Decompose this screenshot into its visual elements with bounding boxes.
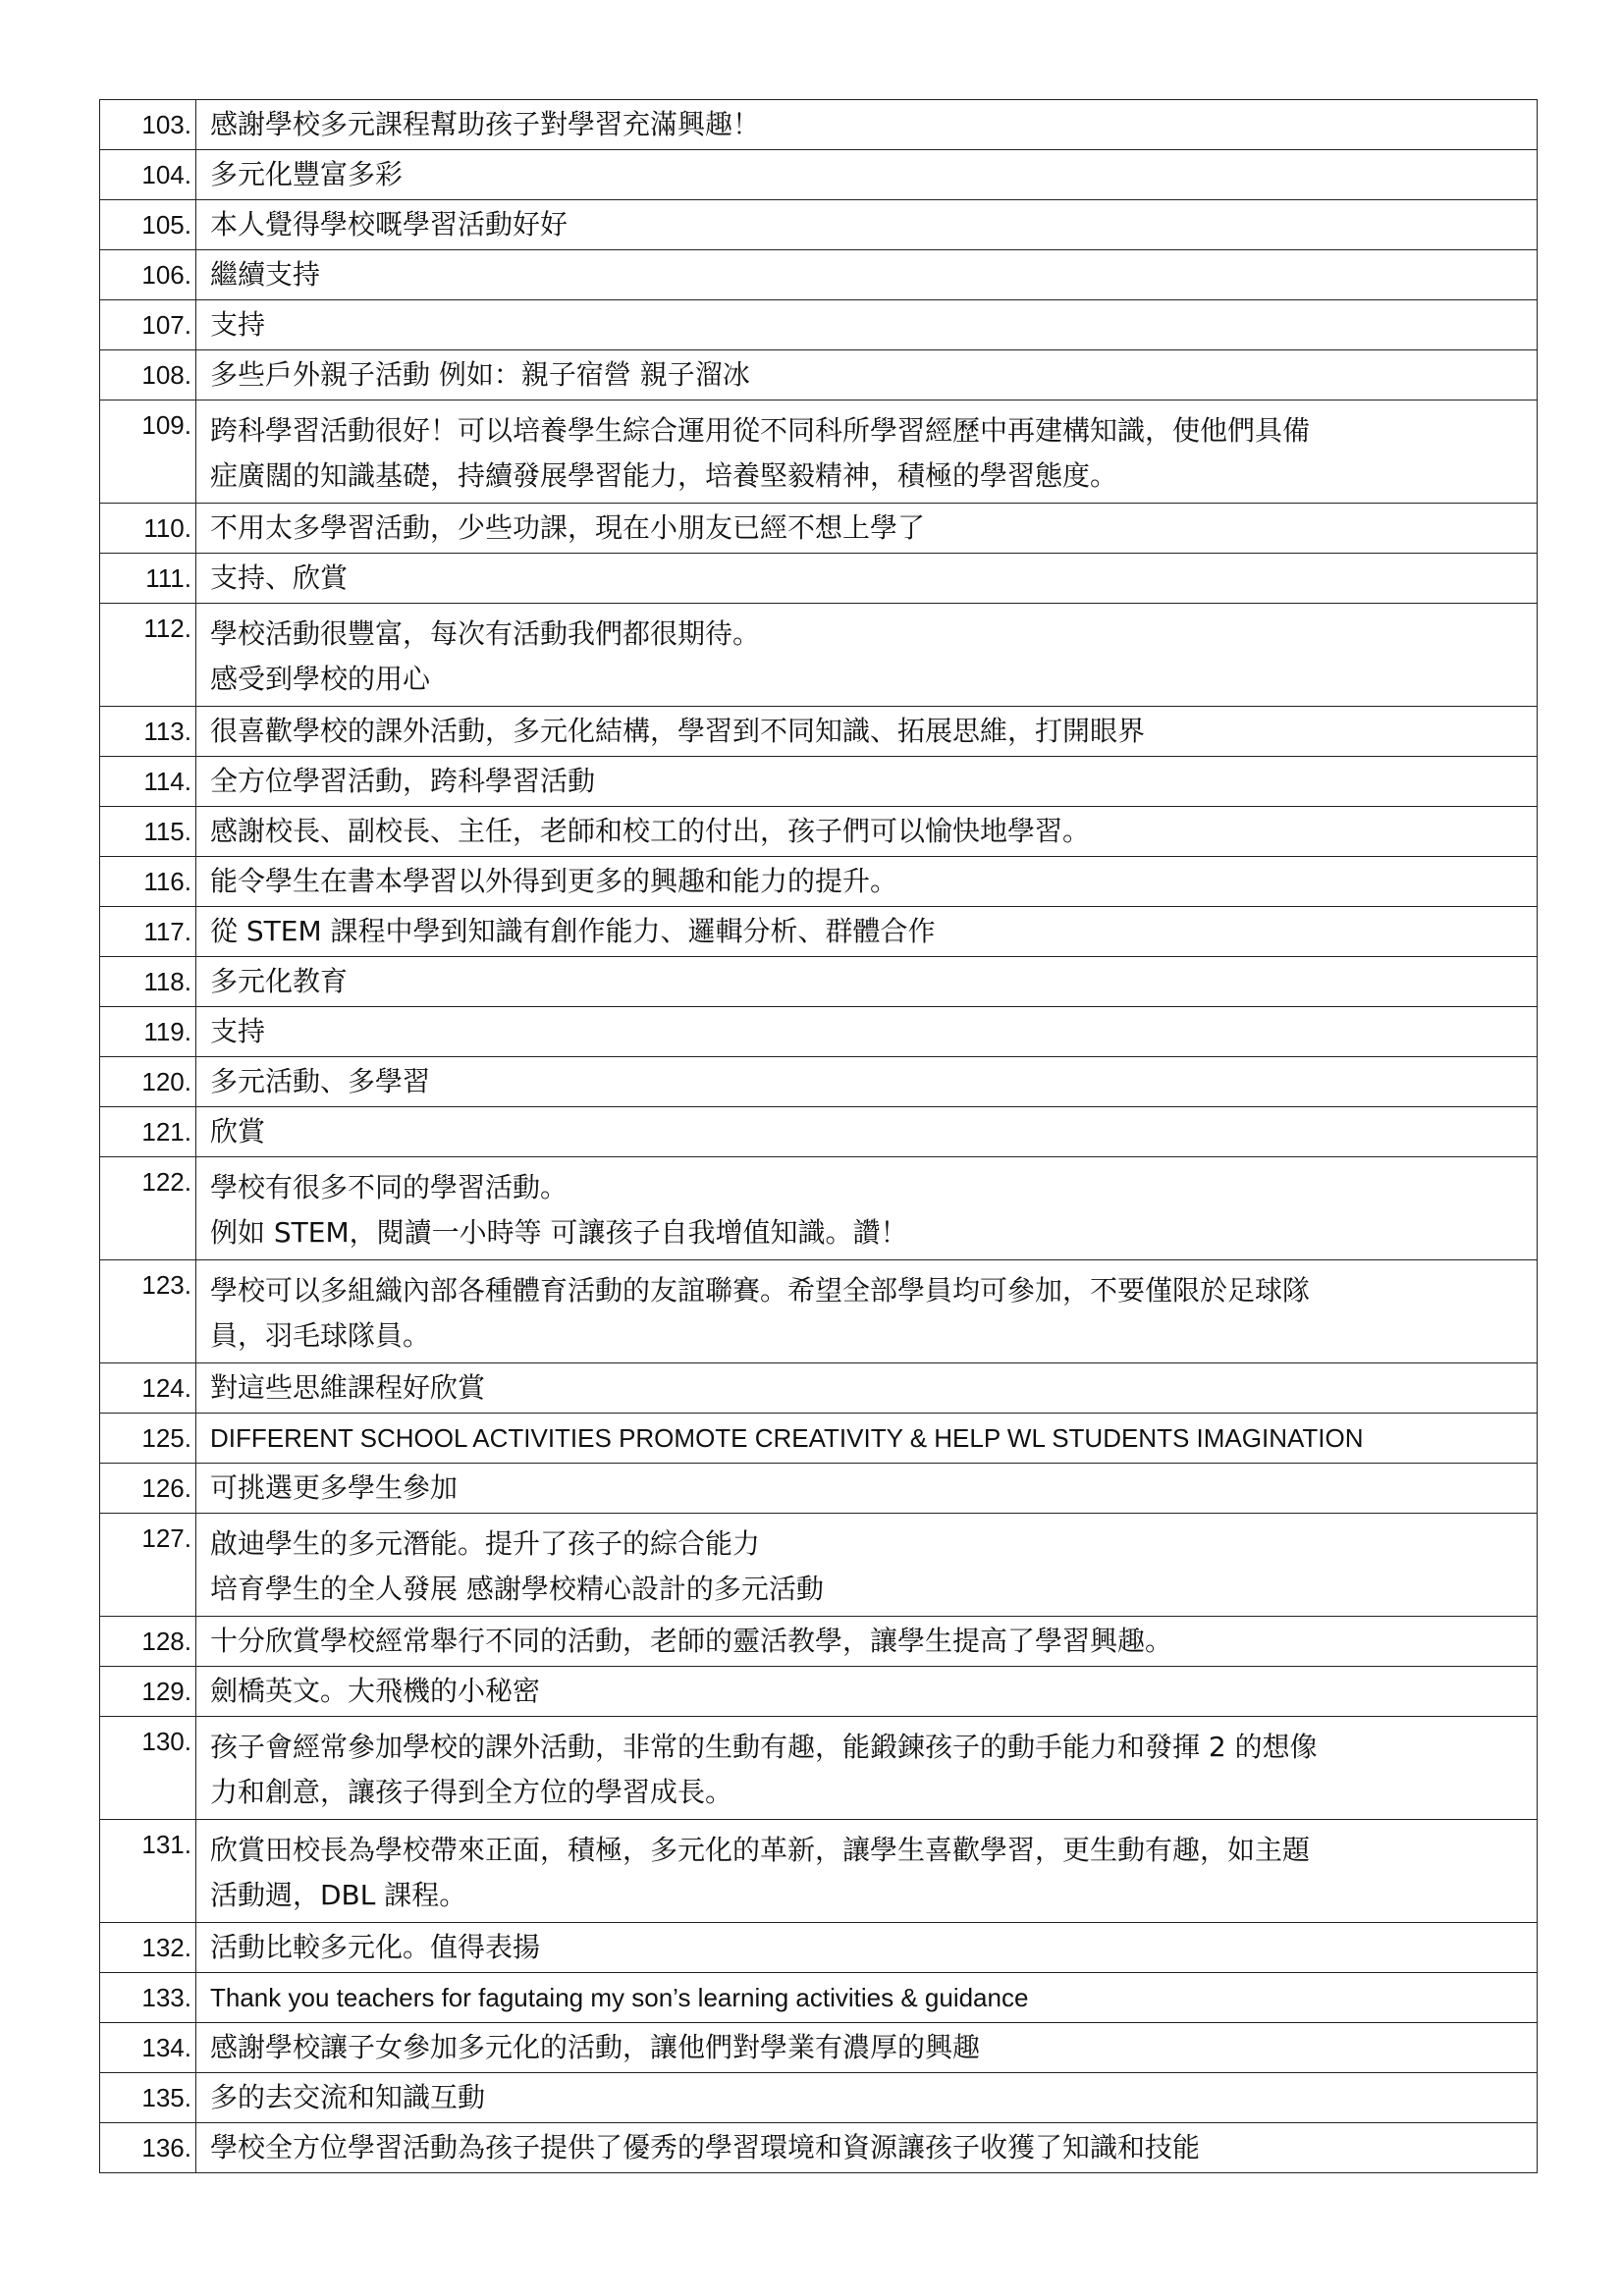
feedback-comment: [196, 1464, 1538, 1514]
feedback-comment: [196, 1363, 1538, 1414]
row-number: 134.: [100, 2023, 196, 2073]
feedback-comment: [196, 1007, 1538, 1057]
comment-line: 活動週，DBL 課程。: [210, 1879, 467, 1911]
row-number: 113.: [100, 707, 196, 757]
feedback-comment: [196, 907, 1538, 957]
row-number: 129.: [100, 1667, 196, 1717]
feedback-comment: [196, 1107, 1538, 1157]
row-number: 124.: [100, 1363, 196, 1414]
feedback-table-body: [100, 100, 1538, 2173]
feedback-comment: [196, 1820, 1538, 1923]
table-row: [100, 1820, 1538, 1923]
row-number: 104.: [100, 150, 196, 200]
comment-line: 能令學生在書本學習以外得到更多的興趣和能力的提升。: [210, 865, 898, 897]
comment-line: 啟迪學生的多元潛能。提升了孩子的綜合能力: [210, 1527, 761, 1560]
row-number: 119.: [100, 1007, 196, 1057]
row-number: 103.: [100, 100, 196, 150]
row-number: 121.: [100, 1107, 196, 1157]
feedback-comment: [196, 757, 1538, 807]
table-row: [100, 1260, 1538, 1363]
row-number: 106.: [100, 250, 196, 300]
row-number: 108.: [100, 350, 196, 400]
comment-line: 孩子會經常參加學校的課外活動，非常的生動有趣，能鍛鍊孩子的動手能力和發揮 2 的想像: [210, 1731, 1318, 1763]
table-row: [100, 1057, 1538, 1107]
comment-line: 本人覺得學校嘅學習活動好好: [210, 208, 568, 240]
table-row: [100, 1667, 1538, 1717]
feedback-comment: [196, 400, 1538, 504]
row-number: 117.: [100, 907, 196, 957]
row-number: 131.: [100, 1820, 196, 1923]
feedback-comment: [196, 1617, 1538, 1667]
row-number: 122.: [100, 1157, 196, 1260]
comment-line: 學校可以多組織內部各種體育活動的友誼聯賽。希望全部學員均可參加，不要僅限於足球隊: [210, 1274, 1311, 1307]
feedback-comment: [196, 1414, 1538, 1464]
table-row: [100, 957, 1538, 1007]
row-number: 125.: [100, 1414, 196, 1464]
feedback-comment: [196, 604, 1538, 707]
feedback-comment: [196, 1157, 1538, 1260]
row-number: 118.: [100, 957, 196, 1007]
comment-line: 對這些思維課程好欣賞: [210, 1371, 486, 1404]
feedback-comment: [196, 1923, 1538, 1973]
table-row: [100, 857, 1538, 907]
table-row: [100, 1363, 1538, 1414]
row-number: 126.: [100, 1464, 196, 1514]
table-row: [100, 250, 1538, 300]
comment-line: 跨科學習活動很好！可以培養學生綜合運用從不同科所學習經歷中再建構知識，使他們具備: [210, 414, 1311, 447]
comment-line: 症廣闊的知識基礎，持續發展學習能力，培養堅毅精神，積極的學習態度。: [210, 459, 1118, 492]
row-number: 109.: [100, 400, 196, 504]
row-number: 120.: [100, 1057, 196, 1107]
feedback-comment: [196, 100, 1538, 150]
table-row: [100, 707, 1538, 757]
comment-line: 員，羽毛球隊員。: [210, 1319, 431, 1352]
table-row: [100, 1514, 1538, 1617]
table-row: [100, 907, 1538, 957]
table-row: [100, 2123, 1538, 2173]
comment-line: 例如 STEM，閱讀一小時等 可讓孩子自我增值知識。讚！: [210, 1216, 908, 1249]
comment-line: 十分欣賞學校經常舉行不同的活動，老師的靈活教學，讓學生提高了學習興趣。: [210, 1625, 1173, 1657]
row-number: 130.: [100, 1717, 196, 1820]
comment-line: 繼續支持: [210, 258, 321, 291]
comment-line: 劍橋英文。大飛機的小秘密: [210, 1675, 541, 1707]
comment-line: 支持: [210, 1015, 266, 1047]
comment-line: 欣賞: [210, 1115, 266, 1148]
comment-line: 培育學生的全人發展 感謝學校精心設計的多元活動: [210, 1573, 824, 1605]
table-row: [100, 2023, 1538, 2073]
feedback-comment: [196, 1717, 1538, 1820]
feedback-comment: [196, 1260, 1538, 1363]
comment-line: 支持: [210, 308, 266, 341]
feedback-comment: [196, 300, 1538, 350]
row-number: 135.: [100, 2073, 196, 2123]
feedback-comment: [196, 1667, 1538, 1717]
row-number: 107.: [100, 300, 196, 350]
feedback-comment: [196, 957, 1538, 1007]
feedback-comment: [196, 2073, 1538, 2123]
table-row: [100, 300, 1538, 350]
feedback-comment: [196, 2023, 1538, 2073]
row-number: 133.: [100, 1973, 196, 2023]
table-row: [100, 1973, 1538, 2023]
feedback-table: [99, 99, 1538, 2173]
feedback-comment: [196, 554, 1538, 604]
row-number: 136.: [100, 2123, 196, 2173]
feedback-comment: [196, 250, 1538, 300]
table-row: [100, 554, 1538, 604]
comment-line: 多元化教育: [210, 965, 349, 997]
row-number: 123.: [100, 1260, 196, 1363]
comment-line: 感謝校長、副校長、主任，老師和校工的付出，孩子們可以愉快地學習。: [210, 815, 1091, 847]
row-number: 114.: [100, 757, 196, 807]
comment-line: 很喜歡學校的課外活動，多元化結構，學習到不同知識、拓展思維，打開眼界: [210, 715, 1146, 747]
feedback-comment: [196, 2123, 1538, 2173]
comment-line: 可挑選更多學生參加: [210, 1471, 459, 1504]
comment-line: 活動比較多元化。值得表揚: [210, 1931, 541, 1963]
comment-line: 全方位學習活動，跨科學習活動: [210, 765, 596, 797]
table-row: [100, 1464, 1538, 1514]
feedback-comment: [196, 350, 1538, 400]
feedback-comment: [196, 200, 1538, 250]
table-row: [100, 1717, 1538, 1820]
comment-line: 學校全方位學習活動為孩子提供了優秀的學習環境和資源讓孩子收獲了知識和技能: [210, 2131, 1201, 2163]
comment-line: 欣賞田校長為學校帶來正面，積極，多元化的革新，讓學生喜歡學習，更生動有趣，如主題: [210, 1834, 1311, 1866]
comment-line: DIFFERENT SCHOOL ACTIVITIES PROMOTE CREATIVITY & HELP WL STUDENTS IMAGINATION: [210, 1423, 1364, 1453]
feedback-comment: [196, 807, 1538, 857]
table-row: [100, 1157, 1538, 1260]
feedback-comment: [196, 1057, 1538, 1107]
comment-line: 學校有很多不同的學習活動。: [210, 1171, 568, 1203]
comment-line: 感謝學校讓子女參加多元化的活動，讓他們對學業有濃厚的興趣: [210, 2031, 981, 2063]
table-row: [100, 1414, 1538, 1464]
table-row: [100, 1107, 1538, 1157]
feedback-comment: [196, 1514, 1538, 1617]
table-row: [100, 350, 1538, 400]
table-row: [100, 150, 1538, 200]
table-row: [100, 2073, 1538, 2123]
table-row: [100, 1617, 1538, 1667]
table-row: [100, 400, 1538, 504]
row-number: 116.: [100, 857, 196, 907]
comment-line: 多的去交流和知識互動: [210, 2081, 486, 2113]
feedback-comment: [196, 1973, 1538, 2023]
comment-line: 感謝學校多元課程幫助孩子對學習充滿興趣！: [210, 108, 761, 140]
table-row: [100, 200, 1538, 250]
comment-line: 多些戶外親子活動 例如：親子宿營 親子溜冰: [210, 358, 750, 391]
feedback-table-page: [99, 99, 1537, 2173]
row-number: 111.: [100, 554, 196, 604]
row-number: 110.: [100, 504, 196, 554]
table-row: [100, 757, 1538, 807]
table-row: [100, 100, 1538, 150]
table-row: [100, 1007, 1538, 1057]
feedback-comment: [196, 150, 1538, 200]
row-number: 132.: [100, 1923, 196, 1973]
comment-line: 不用太多學習活動，少些功課，現在小朋友已經不想上學了: [210, 511, 926, 544]
table-row: [100, 807, 1538, 857]
feedback-comment: [196, 707, 1538, 757]
table-row: [100, 504, 1538, 554]
feedback-comment: [196, 504, 1538, 554]
comment-line: 支持、欣賞: [210, 561, 349, 594]
comment-line: 從 STEM 課程中學到知識有創作能力、邏輯分析、群體合作: [210, 915, 936, 947]
row-number: 128.: [100, 1617, 196, 1667]
row-number: 115.: [100, 807, 196, 857]
table-row: [100, 1923, 1538, 1973]
comment-line: 學校活動很豐富，每次有活動我們都很期待。: [210, 617, 761, 650]
feedback-comment: [196, 857, 1538, 907]
row-number: 105.: [100, 200, 196, 250]
comment-line: 力和創意，讓孩子得到全方位的學習成長。: [210, 1776, 733, 1808]
comment-line: 多元化豐富多彩: [210, 158, 404, 190]
comment-line: 多元活動、多學習: [210, 1065, 431, 1097]
row-number: 127.: [100, 1514, 196, 1617]
table-row: [100, 604, 1538, 707]
comment-line: Thank you teachers for fagutaing my son’s learning activities & guidance: [210, 1983, 1029, 2012]
row-number: 112.: [100, 604, 196, 707]
comment-line: 感受到學校的用心: [210, 663, 431, 695]
